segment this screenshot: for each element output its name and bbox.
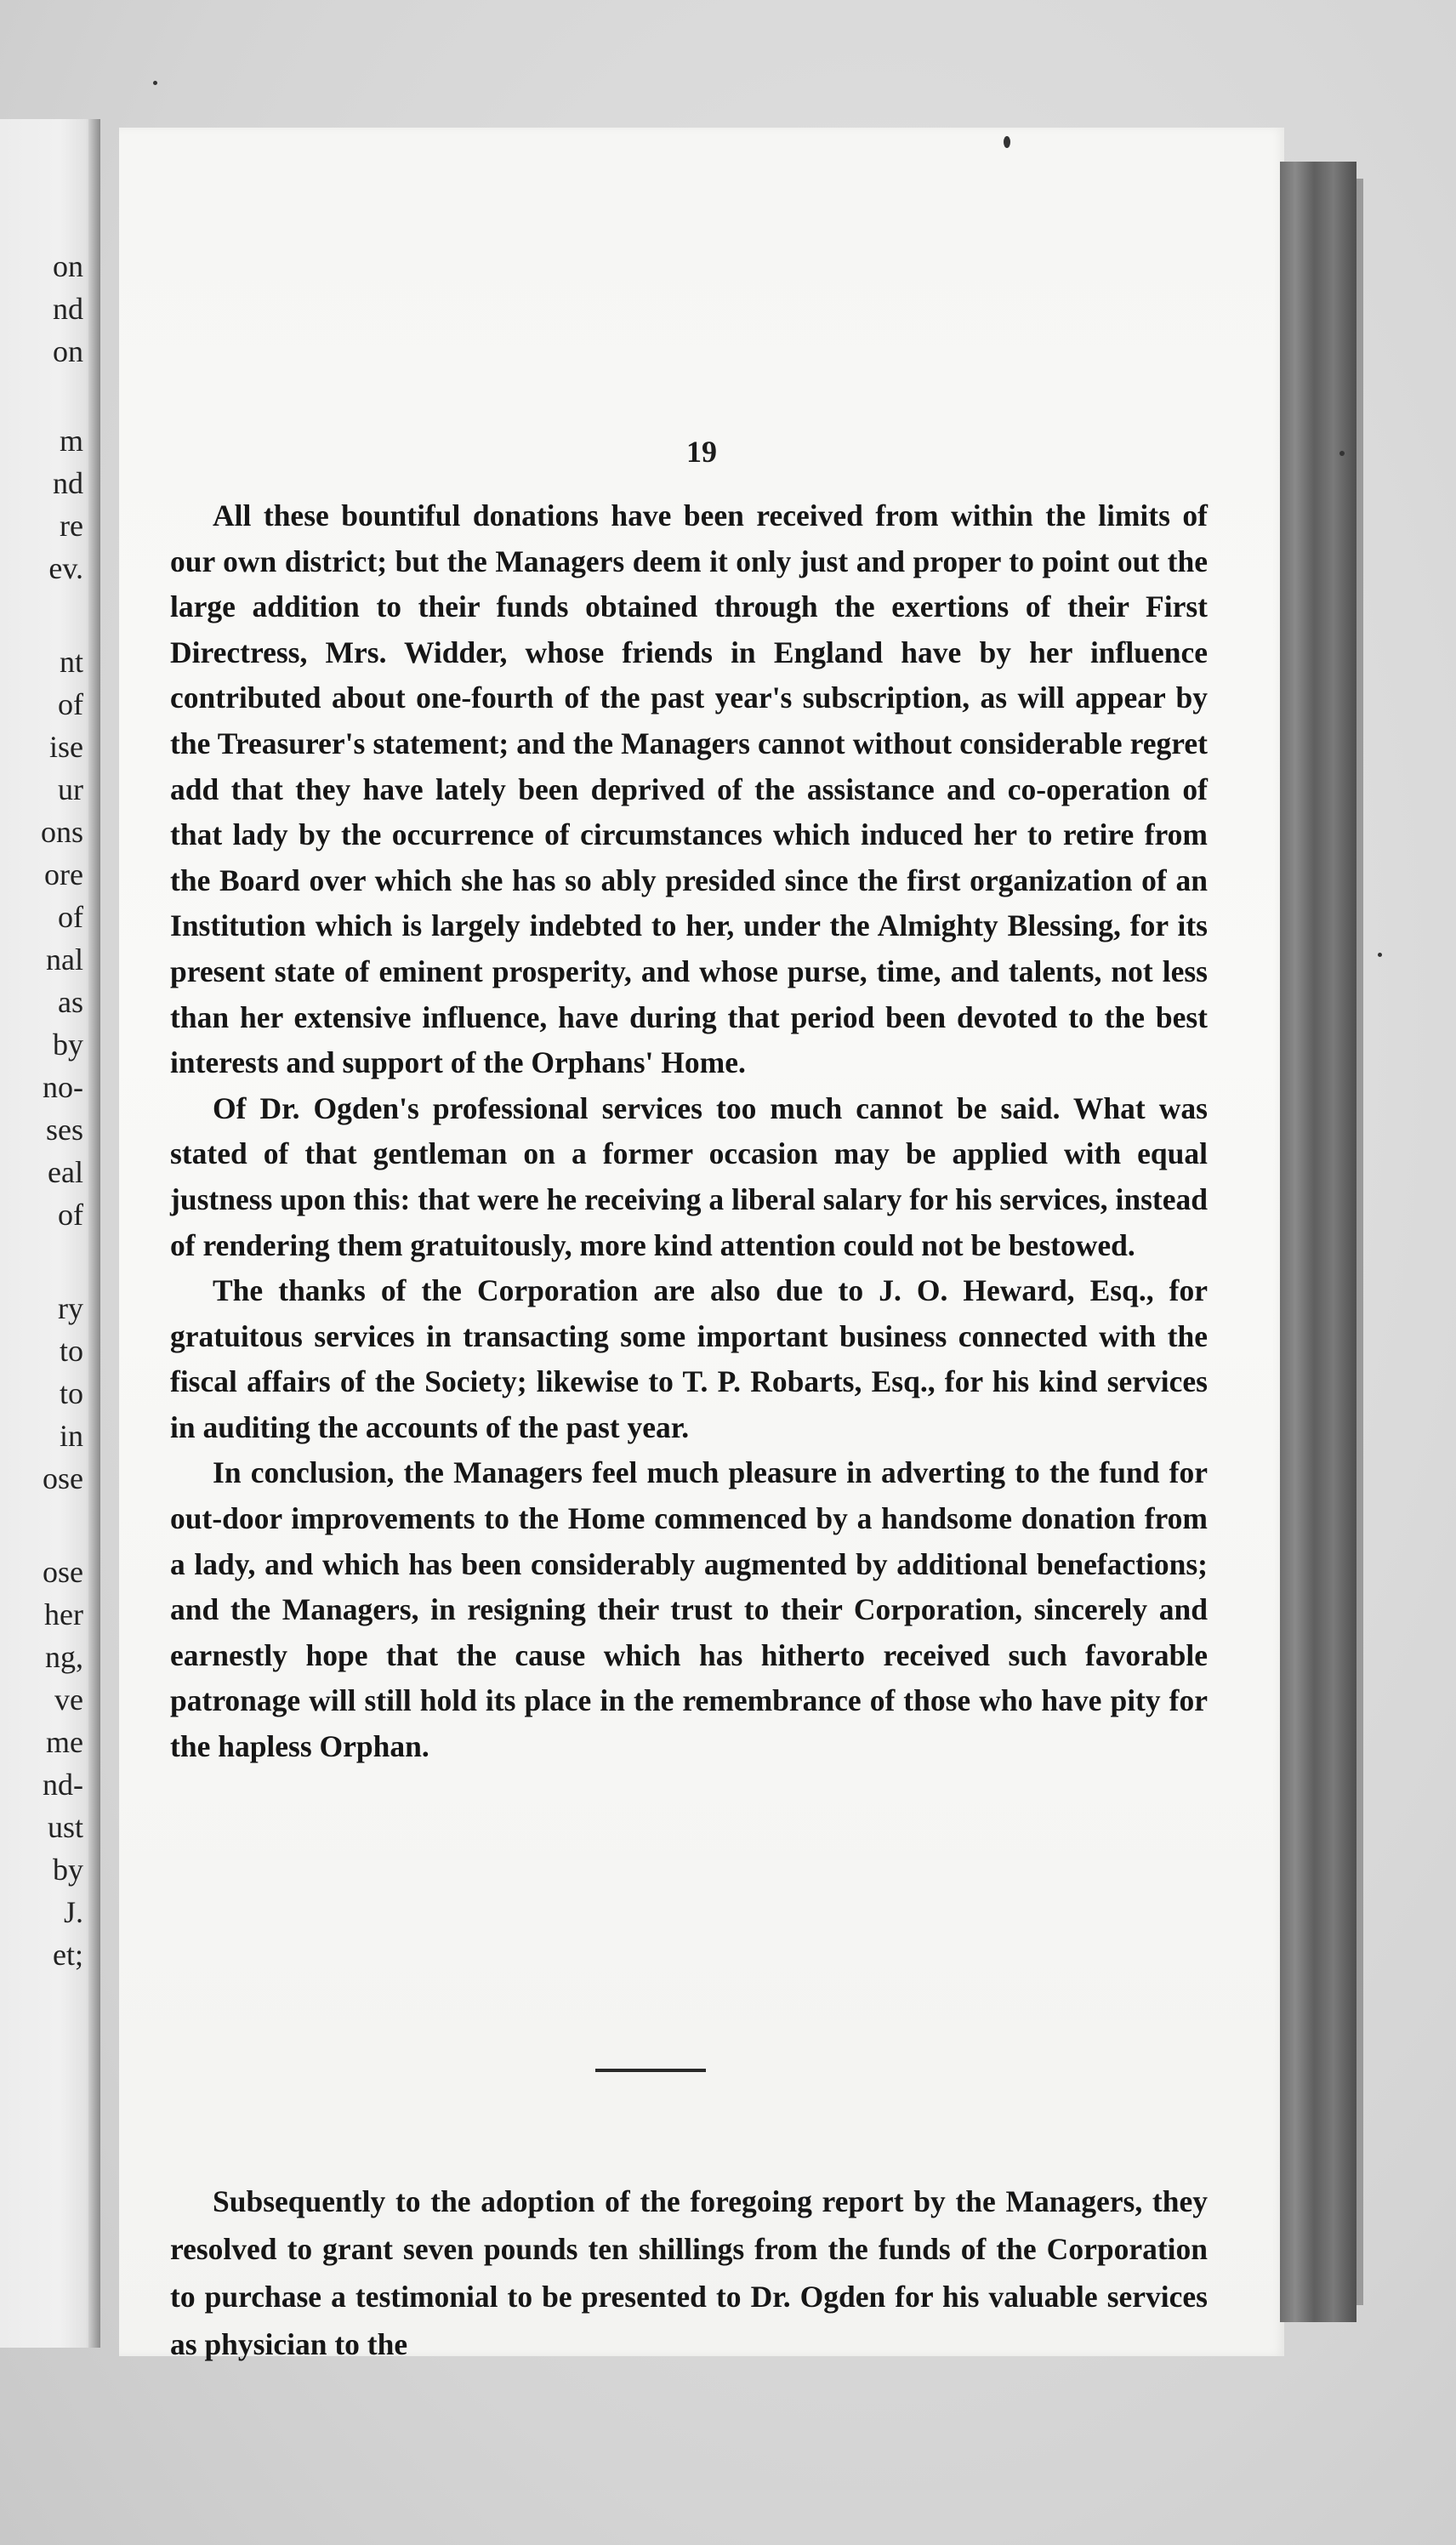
previous-page-fragment: ons [40,815,83,849]
previous-page-fragment: by [53,1028,83,1062]
page-number: 19 [686,435,717,469]
previous-page-fragment: ses [46,1113,83,1147]
previous-page-fragment: on [53,334,83,368]
previous-page-fragment: ng, [45,1640,83,1674]
paragraph-donations: All these bountiful donations have been received from within the limits of our own district; but the Managers deem it only just and proper to point out the large addition to their funds obtained through the exertions of their First Directress, Mrs. Widder, whose friends in England have by her influence contributed about one-fourth of the past year's subscription, as will appear by the Treasurer's statement; and the Managers cannot without considerable regret add that they have lately been deprived of the assistance and co-operation of that lady by the occurrence of circumstances which induced her to retire from the Board over which she has so ably presided since the first organization of an Institution which is largely indebted to her, under the Almighty Blessing, for its present state of eminent prosperity, and whose purse, time, and talents, not less than her extensive influence, have during that period been devoted to the best interests and support of the Orphans' Home. [170,498,1208,1080]
previous-page-fragment: as [58,985,83,1019]
previous-page-fragment: ev. [48,551,83,585]
previous-page-fragment: to [59,1376,83,1410]
previous-page-fragment: of [58,1198,83,1232]
previous-page-fragment: ry [58,1291,83,1325]
previous-page-fragment: of [58,900,83,934]
previous-page-fragment: nd [53,466,83,500]
previous-page-fragment: to [59,1334,83,1368]
previous-page-fragment: nd [53,292,83,326]
paragraph-thanks: The thanks of the Corporation are also due to J. O. Heward, Esq., for gratuitous services in transacting some important business connected with the fiscal affairs of the Society; likewise to T. P. Robarts, Esq., for his kind services in auditing the accounts of the past year. [170,1273,1208,1444]
previous-page-fragment: et; [53,1938,83,1972]
previous-page-fragment: ust [47,1810,83,1844]
previous-page-fragment: of [58,687,83,721]
previous-page-fragment: ose [43,1555,83,1589]
book-gutter [88,119,100,2348]
scan-speck [1004,136,1010,148]
previous-page-fragment: nt [59,645,83,679]
previous-page-fragment: me [46,1725,83,1759]
previous-page-fragment: ore [44,857,83,891]
scan-speck [153,81,157,85]
previous-page-fragment: on [53,249,83,283]
previous-page-fragment: ur [58,772,83,806]
page-stack-edge-outer [1356,179,1363,2305]
section-divider [595,2069,706,2072]
paragraph-subsequent: Subsequently to the adoption of the foregoing report by the Managers, they resolved to grant seven pounds ten shillings from the funds of the Corporation to purchase a testimonial to be presented to Dr. Ogden for his valuable services as physician to the [170,2184,1208,2361]
previous-page-fragment: nal [46,942,83,976]
previous-page-fragment: ose [43,1461,83,1495]
page-stack-edge [1280,162,1356,2322]
scan-speck [1378,953,1382,957]
report-body [170,493,1208,1770]
previous-page-fragment: her [44,1597,83,1631]
previous-page-fragment: eal [48,1155,83,1189]
previous-page-fragment: by [53,1853,83,1887]
paragraph-dr-ogden: Of Dr. Ogden's professional services too much cannot be said. What was stated of that gentleman on a former occasion may be applied with equal justness upon this: that were he receiving a liberal salary for his services, instead of rendering them gratuitously, more kind attention could not be bestowed. [170,1090,1208,1262]
previous-page-fragment: ve [54,1682,83,1717]
previous-page-fragment: no- [43,1070,83,1104]
previous-page-fragment: in [59,1419,83,1453]
scan-speck [1339,451,1345,456]
document-page [119,128,1284,2361]
previous-page-fragment: m [59,424,83,458]
previous-page-fragment: ise [49,730,83,764]
previous-page-fragment: re [60,509,83,543]
previous-page-fragment: J. [63,1895,83,1929]
previous-page-fragment: nd- [43,1768,83,1802]
paragraph-conclusion: In conclusion, the Managers feel much pleasure in adverting to the fund for out-door improvements to the Home commenced by a handsome donation from a lady, and which has been considerably augmented by additional benefactions; and the Managers, in resigning their trust to their Corporation, sincerely and earnestly hope that the cause which has hitherto received such favorable patronage will still hold its place in the remembrance of those who have pity for the hapless Orphan. [170,1455,1208,1764]
subsequent-note [170,2178,1208,2368]
previous-page-edge [0,119,100,2348]
